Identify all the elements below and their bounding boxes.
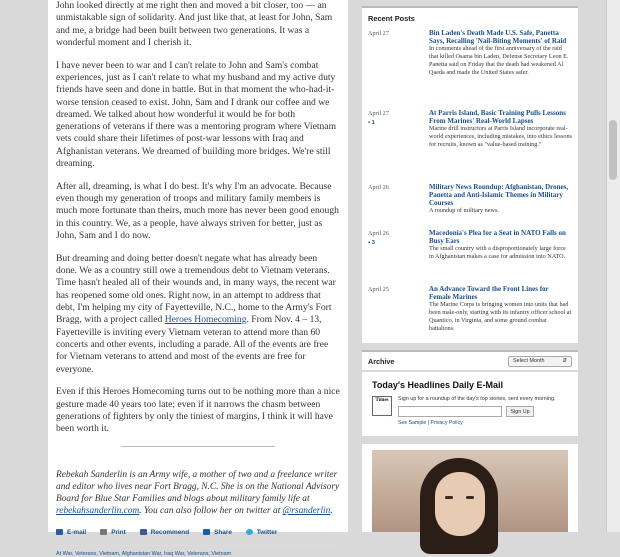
print-label: Print: [111, 528, 126, 536]
post-summary: Marine drill instructors at Parris Island incorporate real-world experiences, including mistakes, into ethics lessons for recruits, known as "value-based training.": [429, 125, 572, 148]
bio-text: Rebekah Sanderlin is an Army wife, a mother of two and a freelance writer and editor who lives near Fort Bragg, N.C. She is on the National Advisory Board for Blue Star Families and blogs about military family life at: [56, 470, 340, 505]
photo-eye: [445, 496, 453, 499]
bio-text: .: [330, 506, 333, 517]
newsletter-email-input[interactable]: [398, 406, 502, 417]
twitter-bird-icon: [246, 529, 253, 535]
photo-panel: [362, 444, 578, 532]
article-paragraph: After all, dreaming, is what I do best. It's why I'm an advocate. Because even though my generation of troops and military family members is much more fortunate than theirs, much more has never been good enough in this country. We, as a people, have always striven for better, just as John, Sam and I do now.: [56, 180, 339, 242]
article-paragraph: [56, 253, 340, 376]
author-bio: [56, 469, 340, 517]
newsletter-heading: Today's Headlines Daily E-Mail: [372, 380, 504, 390]
bio-text: . You can also follow her on twitter at: [139, 506, 283, 517]
article-tags[interactable]: At War, Veterans, Vietnam, Afghanistan War, Iraq War, Veterans, Vietnam: [56, 545, 340, 557]
comment-count: 1: [371, 120, 375, 126]
post-date: April 26: [368, 230, 389, 237]
sign-up-button[interactable]: Sign Up: [506, 406, 534, 417]
article-paragraph: I have never been to war and I can't relate to John and Sam's combat experiences, just as I can't relate to what my husband and my active duty friends have seen and done in battle. But in that moment the who-had-it-worse tension ceased to exist. John, Sam and I drank our coffee and we dreamed. We talked about how wonderful it would be for both generations of veterans if there was a mentoring program where Vietnam vets could share their lifetimes of post-war lessons with Iraq and Afghanistan veterans. We dreamed of building more bridges. We're still dreaming.: [56, 59, 337, 170]
post-summary: The Marine Corps is bringing women into units that had been male-only, starting with its infantry officer school at Quantico, in Virginia, and some ground combat battalions.: [429, 301, 572, 332]
heroes-homecoming-link[interactable]: Heroes Homecoming: [164, 314, 247, 326]
article-paragraph: Even if this Heroes Homecoming turns out to be nothing more than a nice gesture made 40 years too late; even if it narrows the chasm between generations of fighters by only the tiniest of margins, I think it will have been worth it.: [56, 386, 340, 435]
twitter-label: Twitter: [256, 528, 278, 536]
post-date-col: [368, 109, 429, 183]
scrollbar-track[interactable]: [606, 0, 620, 532]
divider: [121, 446, 275, 447]
post-body: [429, 229, 572, 285]
email-button[interactable]: [56, 529, 86, 536]
archive-label: Archive: [368, 356, 395, 366]
scrollbar-thumb[interactable]: [609, 120, 617, 180]
recent-post: [368, 229, 572, 285]
recent-post: [368, 183, 572, 229]
post-summary: The small country with a disproportionately large force in Afghanistan makes a case for admission into NATO.: [429, 245, 566, 260]
twitter-button[interactable]: [246, 529, 277, 536]
post-body: [429, 285, 572, 333]
share-button[interactable]: [203, 529, 232, 536]
promo-photo[interactable]: [372, 450, 568, 532]
comment-count: 3: [371, 240, 375, 246]
panel-border: [362, 6, 578, 8]
post-date: April 27: [368, 30, 389, 37]
post-body: [429, 183, 572, 229]
post-date-col: [368, 29, 429, 109]
article-body: [48, 0, 348, 557]
newsletter-panel: [362, 372, 578, 436]
photo-eye: [466, 496, 474, 499]
recommend-button[interactable]: [140, 529, 189, 536]
post-date: April 26: [368, 184, 389, 191]
recent-posts-panel: [362, 6, 578, 343]
month-select-value: Select Month: [513, 358, 545, 364]
post-summary: A roundup of military news.: [429, 207, 499, 214]
select-arrows-icon: ⇵: [562, 358, 567, 364]
email-label: E-mail: [67, 528, 87, 536]
share-label: Share: [214, 528, 232, 536]
facebook-icon: [140, 529, 147, 535]
newsletter-form-area: [398, 396, 555, 417]
author-site-link[interactable]: rebekahsanderlin.com: [56, 506, 140, 517]
post-body: [429, 109, 572, 183]
newsletter-links[interactable]: See Sample | Privacy Policy: [398, 419, 463, 426]
envelope-icon: [56, 529, 63, 535]
post-title-link[interactable]: Military News Roundup: Afghanistan, Drones, Panetta and Anti-Islamic Themes in Military Courses: [429, 183, 569, 207]
post-title-link[interactable]: Bin Laden's Death Made U.S. Safe, Panetta Says, Recalling 'Nail-Biting Moments' of Raid: [429, 29, 567, 45]
printer-icon: [100, 529, 107, 535]
share-toolbar: [56, 525, 340, 539]
paragraph-text: . From Nov. 4 – 13, Fayetteville is inviting every Vietnam veteran to attend more than 60 concerts and other events, including a parade. All of the events are free for Vietnam veterans to attend and most of the events are free for everyone.: [56, 314, 329, 375]
print-button[interactable]: [100, 529, 126, 536]
photo-face: [435, 472, 485, 536]
archive-panel: [362, 350, 578, 370]
month-select[interactable]: [508, 356, 572, 367]
recent-posts-heading: Recent Posts: [368, 14, 415, 23]
newsletter-desc: Sign up for a roundup of the day's top stories, sent every morning.: [398, 396, 556, 402]
post-date-col: [368, 285, 429, 333]
post-summary: In comments ahead of the first anniversary of the raid that killed Osama bin Laden, Defense Secretary Leon E. Panetta said on Friday that the death had weakened Al Qaeda and made the United States safer.: [429, 45, 569, 76]
post-date-col: [368, 229, 429, 285]
times-logo: Times: [372, 396, 392, 416]
article-paragraph: John looked directly at me right then and moved a bit closer, too — an unmistakable sign of solidarity. And just like that, at least for John, Sam and me, a bridge had been built between two generations. It was a wonderful moment and I cherish it.: [56, 0, 333, 48]
paragraph-text: But dreaming and doing better doesn't negate what has already been done. We as a country still owe a tremendous debt to Vietnam veterans. Time hasn't healed all of their wounds and, in many ways, the recent war has reopened some old ones. Right now, in an attempt to address that debt, I'm helping my city of Fayetteville, N.C., home to the Army's Fort Bragg, with a project called: [56, 252, 336, 326]
share-icon: [203, 529, 210, 535]
comment-count-link[interactable]: ▪ 1: [368, 120, 375, 126]
post-date: April 27: [368, 110, 389, 117]
recent-post: [368, 29, 572, 109]
newsletter-form: [398, 406, 555, 417]
newsletter-row: [372, 396, 568, 417]
post-title-link[interactable]: At Parris Island, Basic Training Pulls Lessons From Marines' Real-World Lapses: [429, 109, 566, 125]
comment-count-link[interactable]: ▪ 3: [368, 240, 375, 246]
post-date: April 25: [368, 286, 389, 293]
sidebar: [362, 0, 578, 532]
post-title-link[interactable]: An Advance Toward the Front Lines for Female Marines: [429, 285, 549, 301]
author-twitter-link[interactable]: @rsanderlin: [282, 506, 331, 517]
post-body: [429, 29, 572, 109]
recent-post: [368, 285, 572, 333]
recent-post: [368, 109, 572, 183]
recommend-label: Recommend: [150, 528, 190, 536]
post-date-col: [368, 183, 429, 229]
post-title-link[interactable]: Macedonia's Plea for a Seat in NATO Falls on Busy Ears: [429, 229, 566, 245]
